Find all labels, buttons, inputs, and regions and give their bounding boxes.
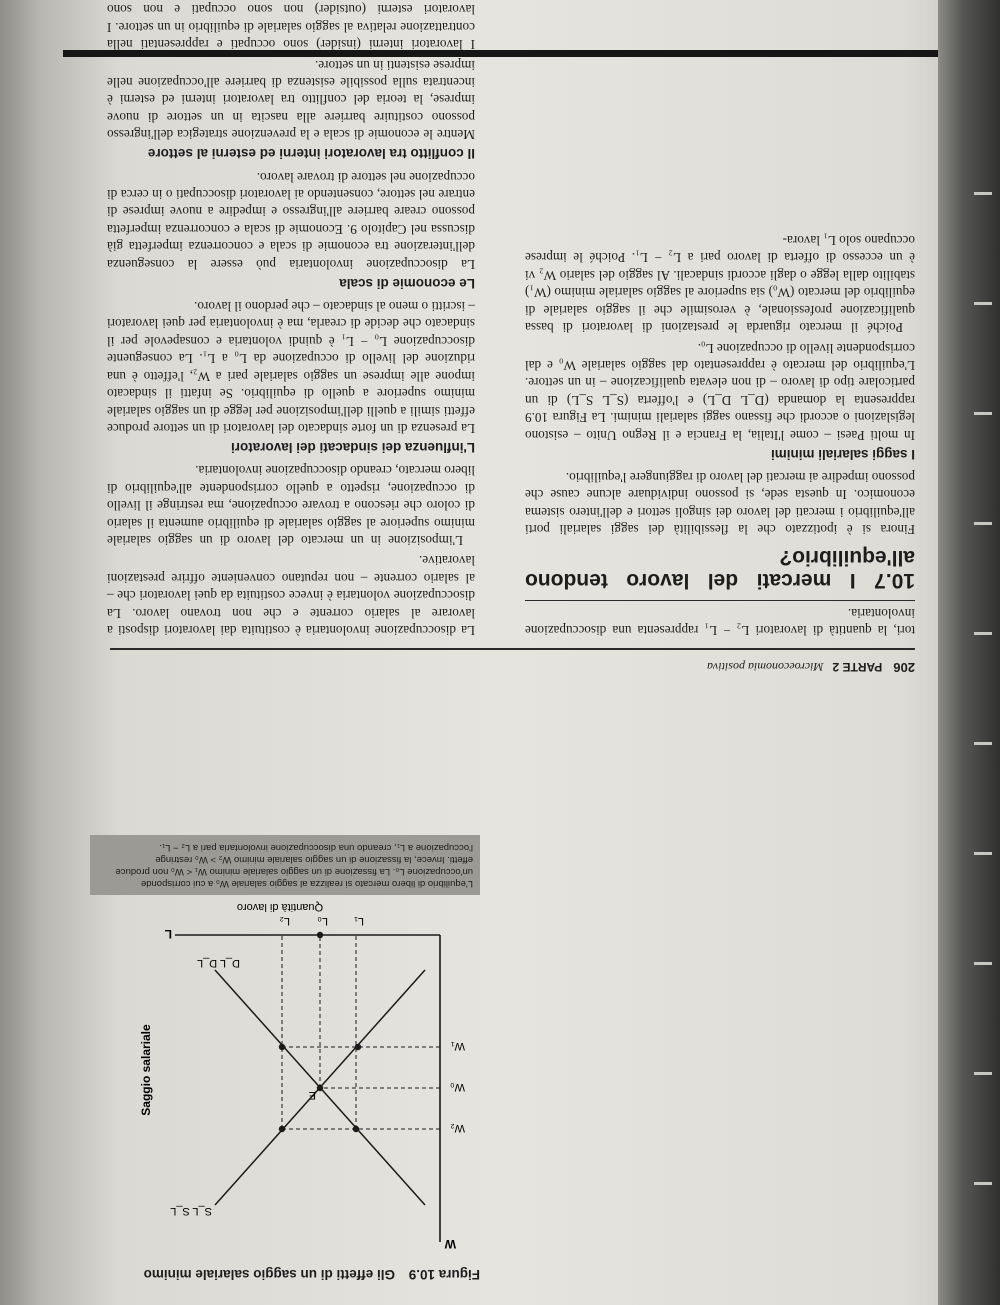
wage-chart	[90, 900, 480, 1260]
supply-label: S_L S_L	[170, 1205, 212, 1217]
paragraph: In molti Paesi – come l'Italia, la Francia e il Regno Unito – esistono legislazioni o accordi che fissano saggi salariali minimi. La Figura 10.9 rappresenta la domanda (D_L D_L) e l'offerta (S_L S_L) di un particolare tipo di lavoro – di non elevata qualificazione – in un settore. L'equilibrio del mercato è rappresentato dal saggio salariale W₀ e dal corrispondente livello di occupazione L₀.	[525, 340, 915, 443]
running-head	[707, 659, 915, 675]
edge-mark	[974, 522, 992, 525]
section-title: 10.7 I mercati del lavoro tendono all'equilibrio?	[525, 546, 915, 593]
edge-mark	[974, 962, 992, 965]
figure-title	[90, 1266, 480, 1283]
subheading-scala: Le economie di scala	[339, 275, 475, 291]
point-l1-w2	[353, 1126, 359, 1132]
figure-10-9	[90, 835, 480, 1283]
point-w1-supply	[355, 1044, 361, 1050]
w0-label: W₀	[450, 1081, 465, 1093]
w-axis-letter: W	[444, 1237, 456, 1251]
l-axis-letter: L	[164, 927, 172, 941]
w2-label: W₂	[450, 1122, 465, 1134]
edge-mark	[974, 412, 992, 415]
paragraph: Poiché il mercato riguarda le prestazioni di lavoratori di bassa qualificazione professionale, è verosimile che il saggio salariale di equilibrio del mercato (W₀) sia superiore al saggio salariale minimo (W₁) stabilito dalla legge o dagli accordi sindacali. Al saggio del salario W₂ vi è un eccesso di offerta di lavoro pari a L₂ − L₁. Poiché le imprese occupano solo L₁ lavora-	[525, 233, 915, 336]
demand-label: D_L D_L	[196, 957, 240, 969]
binding-shadow	[938, 0, 1000, 1305]
edge-mark	[974, 302, 992, 305]
edge-mark	[974, 1072, 992, 1075]
paragraph: La disoccupazione involontaria può essere la conseguenza dell'interazione tra economie di scala e concorrenza imperfetta già discussa nel Capitolo 9. Economie di scala e concorrenza imperfetta possono creare barriere all'ingresso e impedire a nuove imprese di entrare nel settore, consentendo ai lavoratori disoccupati o in cerca di occupazione nel settore di trovare lavoro.	[107, 169, 475, 272]
right-column	[107, 0, 475, 639]
part-label: PARTE 2	[832, 660, 883, 674]
page-number: 206	[893, 660, 915, 675]
point-w1-demand	[279, 1044, 285, 1050]
edge-mark	[974, 1182, 992, 1185]
subheading-minimi: I saggi salariali minimi	[770, 446, 915, 462]
w1-label: W₁	[450, 1040, 465, 1052]
point-l0	[317, 932, 323, 938]
paragraph: Finora si è ipotizzato che la flessibilità dei saggi salariali porti all'equilibrio i mercati del lavoro dei singoli settori e dell'intero sistema economico. In questa sede, si possono individuare alcune cause che possono impedire ai mercati del lavoro di raggiungere l'equilibrio.	[525, 469, 915, 538]
y-axis-label: Saggio salariale	[139, 1024, 153, 1116]
definition-disoccupazione: La disoccupazione involontaria è costituita dai lavoratori disposti a lavorare al salario corrente e che non trovano lavoro. La disoccupazione volontaria è invece costituita da quei lavoratori che – al salario corrente – non reputano conveniente offrire prestazioni lavorative.	[107, 553, 475, 638]
equilibrium-point	[317, 1085, 323, 1091]
subheading-sindacati: L'influenza dei sindacati dei lavoratori	[230, 439, 475, 455]
dashed-guides	[282, 935, 440, 1129]
header-rule	[110, 648, 915, 650]
edge-mark	[974, 742, 992, 745]
figure-label: Figura 10.9	[408, 1267, 480, 1282]
paragraph: Mentre le economie di scala e la prevenzione strategica dell'ingresso possono costituire barriere alla nascita in un settore di nuove imprese, la teoria del conflitto tra lavoratori interni ed esterni è incentrata sulla possibile esistenza di barriere all'occupazione nelle imprese esistenti in un settore.	[107, 57, 475, 143]
paragraph: L'imposizione in un mercato del lavoro di un saggio salariale minimo superiore al saggio salariale di equilibrio aumenta il salario di coloro che riescono a trovare occupazione, ma restringe il livello di occupazione, rispetto a quello corrispondente all'equilibrio di libero mercato, creando disoccupazione involontaria.	[107, 463, 475, 548]
subheading-conflitto: Il conflitto tra lavoratori interni ed esterni al settore	[147, 146, 475, 162]
l0-label: L₀	[317, 915, 328, 927]
point-l2-w2	[279, 1126, 285, 1132]
section-label: Microeconomia positiva	[706, 660, 824, 674]
figure-title-text: Gli effetti di un saggio salariale minimo	[143, 1267, 395, 1282]
definition-insider: I lavoratori interni (insider) sono occupati e rappresentati nella contrattazione relativa al saggio salariale di equilibrio in un settore. I lavoratori esterni (outsider) non sono occupati e non sono	[107, 2, 475, 53]
l1-label: L₁	[354, 915, 364, 927]
x-axis-label: Quantità di lavoro	[236, 901, 324, 913]
edge-mark	[974, 852, 992, 855]
intro-tail: tori, la quantità di lavoratori L₂ − L₁ rappresenta una disoccupazione involontaria.	[525, 605, 915, 638]
edge-mark	[974, 632, 992, 635]
left-column	[525, 229, 915, 639]
section-rule	[525, 600, 915, 601]
figure-caption: L'equilibrio di libero mercato si realizza al saggio salariale W₀ a cui corrisponde un'occupazione L₀. La fissazione di un saggio salariale minimo W₁ < W₀ non produce effetti. Invece, la fissazione di un saggio salariale minimo W₂ > W₀ restringe l'occupazione a L₁, creando una disoccupazione involontaria pari a L₂ − L₁.	[90, 835, 480, 895]
l2-label: L₂	[279, 915, 290, 927]
equilibrium-label: E	[308, 1089, 316, 1101]
edge-mark	[974, 192, 992, 195]
paragraph: La presenza di un forte sindacato dei lavoratori di un settore produce effetti simili a quelli dell'imposizione per legge di un saggio salariale minimo superiore a quello di equilibrio. Se infatti il sindacato impone alle imprese un saggio salariale pari a W₂, l'effetto è una riduzione del livello di occupazione da L₀ a L₁. La conseguente disoccupazione L₀ − L₁ è quindi volontaria e consapevole per il sindacato che decide di crearla, ma è involontaria per quei lavoratori – iscritti o meno al sindacato – che perdono il lavoro.	[107, 299, 475, 436]
